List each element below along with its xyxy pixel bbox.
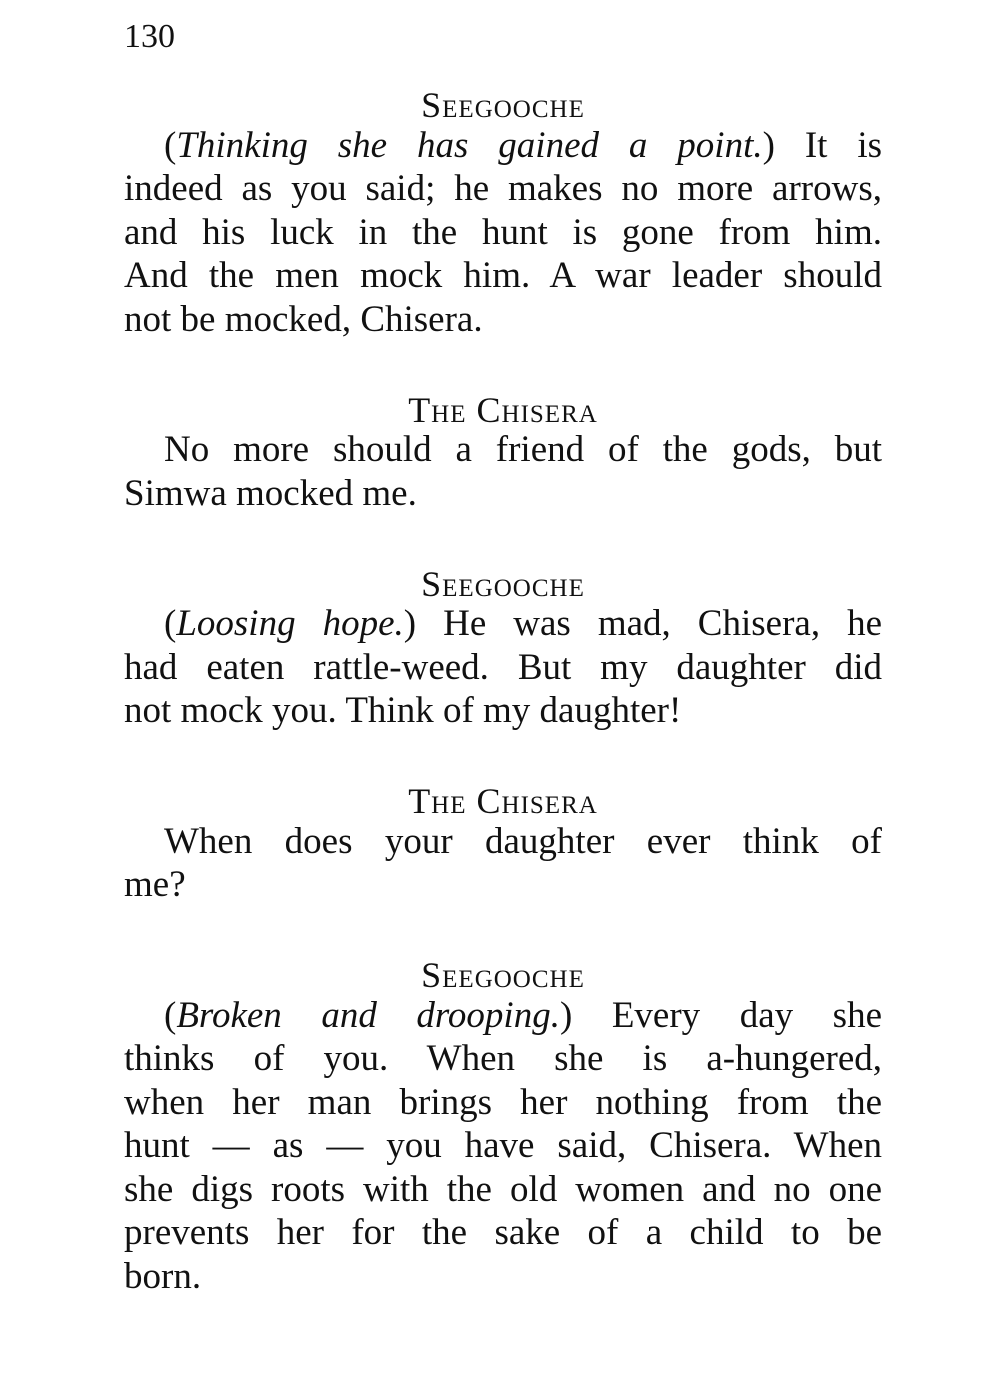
text-line: prevents her for the sake of a child to be	[124, 1212, 882, 1253]
text-line: (Broken and drooping.) Every day she	[164, 994, 883, 1036]
text-line: had eaten rattle-weed. But my daughter did	[124, 646, 882, 688]
speech-seegooche-2	[124, 559, 882, 733]
speech-chisera-1	[124, 385, 882, 516]
stage-direction: Broken and drooping.	[176, 994, 560, 1036]
text-line: and his luck in the hunt is gone from him.	[124, 211, 882, 253]
stage-direction: Loosing hope.	[176, 603, 404, 644]
text-line: (Loosing hope.) He was mad, Chisera, he	[164, 603, 882, 644]
speaker-name: Seegooche	[421, 563, 585, 604]
stage-direction: Thinking she has gained a point.	[176, 124, 763, 166]
speaker-name: The Chisera	[408, 389, 598, 430]
text-line: thinks of you. When she is a-hungered,	[124, 1038, 882, 1079]
page-number: 130	[124, 18, 175, 55]
text-line: me?	[124, 864, 186, 905]
text-line: not be mocked, Chisera.	[124, 298, 483, 340]
speech-seegooche-1	[124, 80, 882, 341]
text-line: (Thinking she has gained a point.) It is	[164, 124, 883, 166]
speaker-name: Seegooche	[421, 85, 585, 125]
line-text: Every day she	[611, 994, 883, 1036]
line-text: He was mad, Chisera, he	[443, 603, 882, 644]
text-line: No more should a friend of the gods, but	[164, 429, 882, 470]
text-line: when her man brings her nothing from the	[124, 1081, 882, 1123]
speaker-name: Seegooche	[421, 955, 585, 995]
text-line: not mock you. Think of my daughter!	[124, 690, 682, 731]
speaker-name: The Chisera	[408, 781, 598, 821]
line-text: It is	[804, 124, 883, 166]
speech-chisera-2	[124, 776, 882, 907]
text-line: born.	[124, 1255, 202, 1297]
text-line: she digs roots with the old women and no one	[124, 1168, 882, 1210]
text-line: When does your daughter ever think of	[164, 820, 882, 862]
text-line: hunt — as — you have said, Chisera. When	[124, 1125, 882, 1166]
text-line: And the men mock him. A war leader should	[124, 255, 882, 296]
text-line: indeed as you said; he makes no more arrows,	[124, 168, 882, 209]
play-text	[124, 80, 882, 1342]
speech-seegooche-3	[124, 950, 882, 1298]
text-line: Simwa mocked me.	[124, 472, 417, 514]
